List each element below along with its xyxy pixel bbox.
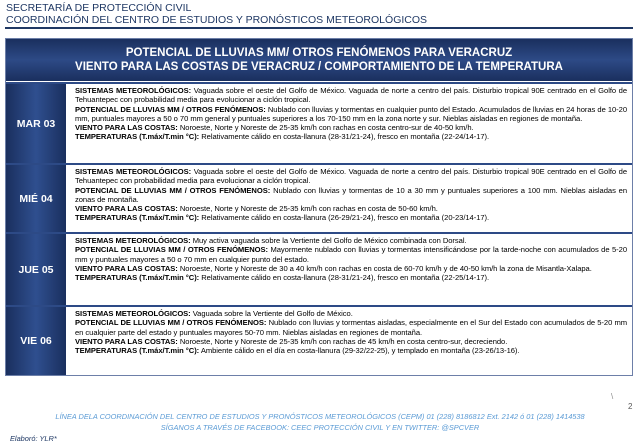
document-header — [6, 2, 427, 26]
forecast-table — [5, 38, 633, 376]
header-divider — [5, 27, 633, 29]
viento-label: VIENTO PARA LAS COSTAS: — [75, 263, 178, 273]
potencial-label: POTENCIAL DE LLUVIAS MM / OTROS FENÓMENOS: — [75, 245, 269, 255]
temperaturas-text: Ambiente cálido en el día en costa-llanura (29-32/22-25), y templado en montaña (23-26/13-16). — [200, 346, 520, 356]
forecast-text — [67, 165, 632, 232]
viento-text: Noroeste, Norte y Noreste de 25-35 km/h con rachas en costa centro-sur de 40-50 km/h. — [179, 123, 474, 133]
forecast-row — [6, 305, 632, 375]
viento-label: VIENTO PARA LAS COSTAS: — [75, 336, 178, 346]
table-title — [6, 39, 632, 82]
forecast-row — [6, 163, 632, 232]
viento-text: Noroeste, Norte y Noreste de 25-35 km/h con rachas en costa de 50-60 km/h. — [179, 204, 438, 214]
temperaturas-text: Relativamente cálido en costa-llanura (28-31/21-24), fresco en montaña (22-25/14-17). — [201, 273, 490, 283]
forecast-text — [67, 307, 632, 375]
forecast-text — [67, 234, 632, 305]
author-credit: Elaboró: YLR* — [10, 434, 57, 443]
table-title-line-1: POTENCIAL DE LLUVIAS MM/ OTROS FENÓMENOS PARA VERACRUZ — [125, 47, 513, 59]
temperaturas-label: TEMPERATURAS (T.máx/T.min °C): — [75, 132, 200, 142]
sistemas-label: SISTEMAS METEOROLÓGICOS: — [75, 309, 191, 318]
potencial-text: Nublado con lluvias y tormentas aisladas, especialmente en el Sur del Estado con acumulados de 5-20 mm en cualquier parte del estado y puntuales mayores 50-70 mm. Nieblas aisladas en regiones de montaña. — [75, 318, 628, 337]
sistemas-label: SISTEMAS METEOROLÓGICOS: — [75, 236, 191, 245]
temperaturas-text: Relativamente cálido en costa-llanura (26-29/21-24), fresco en montaña (20-23/14-17). — [201, 213, 490, 223]
table-title-line-2: VIENTO PARA LAS COSTAS DE VERACRUZ / COMPORTAMIENTO DE LA TEMPERATURA — [75, 61, 563, 73]
temperaturas-text: Relativamente cálido en costa-llanura (28-31/21-24), fresco en montaña (22-24/14-17). — [201, 132, 490, 142]
sistemas-text: Vaguada sobre la Vertiente del Golfo de México. — [192, 309, 353, 318]
footer-social-line: SÍGANOS A TRAVÉS DE FACEBOOK: CEEC PROTECCIÓN CIVIL Y EN TWITTER: @SPCVER — [160, 423, 480, 432]
temperaturas-label: TEMPERATURAS (T.máx/T.min °C): — [75, 273, 200, 283]
potencial-label: POTENCIAL DE LLUVIAS MM / OTROS FENÓMENOS: — [75, 185, 271, 195]
viento-label: VIENTO PARA LAS COSTAS: — [75, 123, 178, 133]
potencial-text: Nublado con lluvias y tormentas en cualquier punto del Estado. Acumulados de lluvias en 24 horas de 10-20 mm, puntuales mayores a 50 o 70 mm general y puntuales superiores a los 70-150 mm en la zona norte y sur. Nieblas aisladas en regiones de montaña. — [75, 104, 627, 123]
header-line-2: COORDINACIÓN DEL CENTRO DE ESTUDIOS Y PRONÓSTICOS METEOROLÓGICOS — [6, 14, 428, 26]
forecast-row — [6, 232, 632, 305]
page-number: 2 — [628, 402, 633, 411]
day-label: MAR 03 — [6, 84, 67, 163]
potencial-label: POTENCIAL DE LLUVIAS MM / OTROS FENÓMENOS: — [75, 104, 266, 114]
viento-label: VIENTO PARA LAS COSTAS: — [75, 204, 178, 214]
footer-contact-line: LÍNEA DELA COORDINACIÓN DEL CENTRO DE ESTUDIOS Y PRONÓSTICOS METEOROLÓGICOS (CEPM) 01 (228) 8186812 Ext. 2142 ó 01 (228) 1414538 — [55, 412, 585, 421]
potencial-label: POTENCIAL DE LLUVIAS MM / OTROS FENÓMENOS: — [75, 318, 267, 328]
viento-text: Noroeste, Norte y Noreste de 30 a 40 km/h con rachas en costa de 60-70 km/h y de 40-50 km/h la zona de Misantla-Xalapa. — [179, 263, 592, 273]
forecast-text — [67, 84, 632, 163]
sistemas-label: SISTEMAS METEOROLÓGICOS: — [75, 167, 192, 176]
day-label: VIE 06 — [6, 307, 67, 375]
viento-text: Noroeste, Norte y Noreste de 25-35 km/h con rachas de 45 km/h en costa centro-sur, decreciendo. — [179, 336, 508, 346]
day-label: JUE 05 — [6, 234, 67, 305]
sistemas-text: Vaguada sobre el oeste del Golfo de México. Vaguada de norte a centro del país. Disturbio tropical 90E centrado en el Golfo de Tehuantepec con probabilidad media para evolucionar a ciclón tropical. — [75, 86, 627, 105]
sistemas-text: Muy activa vaguada sobre la Vertiente del Golfo de México combinada con Dorsal. — [192, 236, 467, 245]
sistemas-label: SISTEMAS METEOROLÓGICOS: — [75, 86, 192, 95]
temperaturas-label: TEMPERATURAS (T.máx/T.min °C): — [75, 213, 200, 223]
header-line-1: SECRETARÍA DE PROTECCIÓN CIVIL — [6, 2, 192, 14]
forecast-row — [6, 82, 632, 163]
page-mark-small: \ — [611, 392, 614, 401]
sistemas-text: Vaguada sobre el oeste del Golfo de México. Vaguada de norte a centro del país. Disturbio tropical 90E centrado en el Golfo de Tehuantepec con probabilidad media para evolucionar a ciclón tropical. — [75, 167, 627, 186]
day-label: MIÉ 04 — [6, 165, 67, 232]
potencial-text: Mayormente nublado con lluvias y tormentas intensificándose por la tarde-noche con acumulados de 5-20 mm y puntuales mayores a 50 o 70 mm en cualquier punto del estado. — [75, 245, 627, 264]
potencial-text: Nublado con lluvias y tormentas de 10 a 30 mm y puntuales superiores a 100 mm. Nieblas aisladas en zonas de montaña. — [75, 185, 628, 204]
temperaturas-label: TEMPERATURAS (T.máx/T.min °C): — [75, 346, 200, 356]
